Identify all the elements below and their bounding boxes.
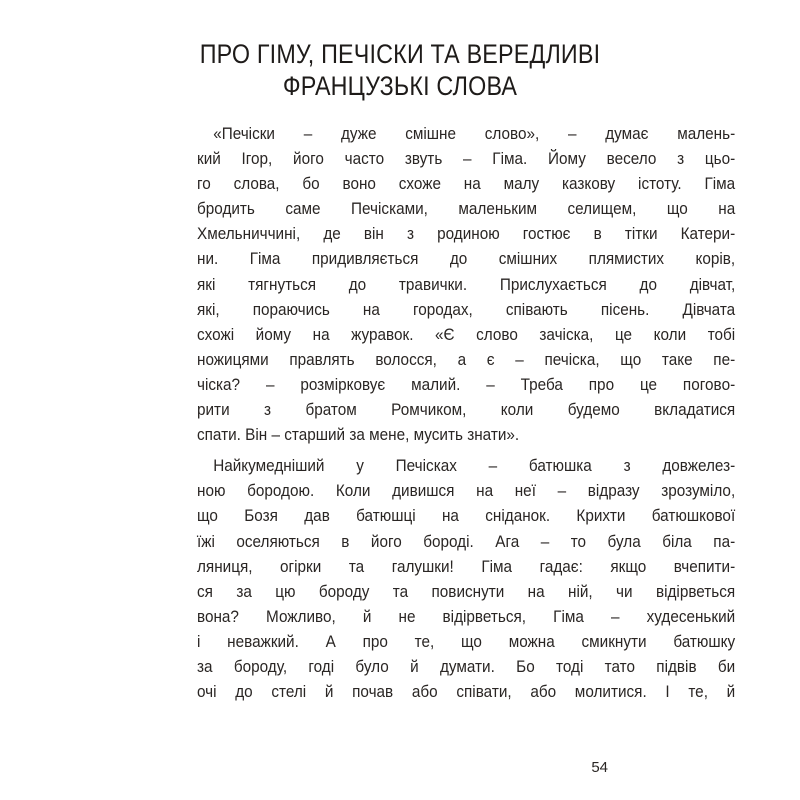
text-line: спати. Він – старший за мене, мусить знати». [197, 425, 520, 445]
text-line: кий Ігор, його часто звуть – Гіма. Йому весело з цьо- [197, 149, 736, 169]
text-line: очі до стелі й почав або співати, або молитися. І те, й [197, 682, 736, 702]
text-line: що Бозя дав батюшці на сніданок. Крихти батюшкової [197, 506, 736, 526]
text-line: ни. Гіма придивляється до смішних плямистих корів, [197, 249, 736, 269]
text-line: які, пораючись на городах, співають пісень. Дівчата [197, 299, 736, 319]
paragraph-1 [197, 121, 735, 447]
chapter-title-line-2: ФРАНЦУЗЬКІ СЛОВА [282, 71, 518, 101]
text-line: Хмельниччині, де він з родиною гостює в тітки Катери- [197, 224, 736, 244]
chapter-title-line-1: ПРО ГІМУ, ПЕЧІСКИ ТА ВЕРЕДЛИВІ [199, 39, 601, 69]
text-line: бродить саме Печісками, маленьким селищем, що на [197, 199, 736, 219]
text-line: Найкумедніший у Печісках – батюшка з довжелез- [213, 456, 736, 476]
text-line: «Печіски – дуже смішне слово», – думає малень- [213, 124, 736, 143]
page-number: 54 [591, 759, 608, 776]
text-line: схожі йому на журавок. «Є слово зачіска, це коли тобі [197, 324, 736, 344]
text-line: ляниця, огірки та галушки! Гіма гадає: якщо вчепити- [197, 556, 736, 576]
text-line: за бороду, годі було й думати. Бо тоді тато підвів би [197, 656, 736, 676]
chapter-title [48, 38, 752, 102]
text-line: ною бородою. Коли дивишся на неї – відразу зрозуміло, [197, 481, 736, 501]
text-line: рити з братом Ромчиком, коли будемо вкладатися [197, 400, 736, 420]
text-line: і неважкий. А про те, що можна смикнути батюшку [197, 631, 736, 651]
paragraph-2 [197, 453, 735, 704]
text-line: які тягнуться до травички. Прислухається до дівчат, [197, 274, 736, 294]
text-line: вона? Можливо, й не відірветься, Гіма – худесенький [197, 606, 736, 626]
text-line: їжі оселяються в його бороді. Ага – то була біла па- [197, 531, 736, 551]
text-line: ножицями правлять волосся, а є – печіска, що таке пе- [197, 349, 736, 369]
text-line: ся за цю бороду та повиснути на ній, чи відірветься [197, 581, 736, 601]
body-text [197, 121, 735, 704]
text-line: го слова, бо воно схоже на малу казкову істоту. Гіма [197, 174, 736, 194]
text-line: чіска? – розмірковує малий. – Треба про це поговo- [197, 374, 736, 394]
